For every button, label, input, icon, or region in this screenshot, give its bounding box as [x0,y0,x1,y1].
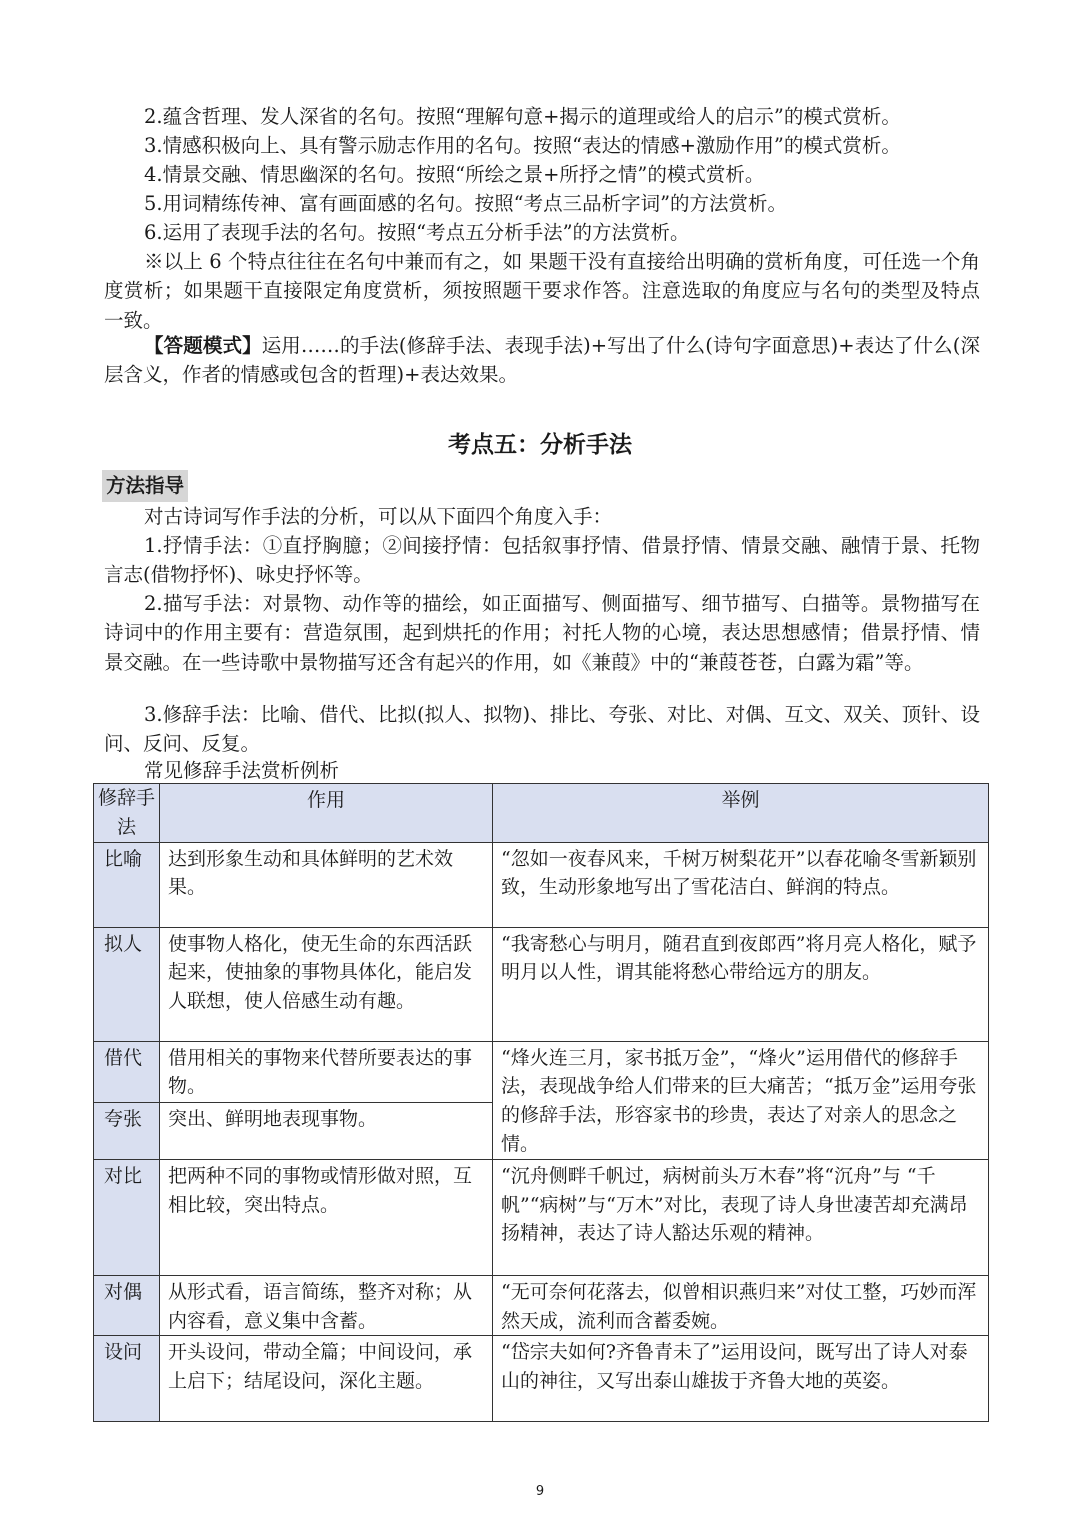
device-effect: 从形式看，语言简练，整齐对称；从内容看，意义集中含蓄。 [160,1275,493,1336]
device-example: “我寄愁心与明月，随君直到夜郎西”将月亮人格化，赋予明月以人性，谓其能将愁心带给远方的朋友。 [493,927,989,1041]
method-intro: 对古诗词写作手法的分析，可以从下面四个角度入手： [144,505,613,528]
device-name: 对偶 [94,1275,160,1336]
table-row [94,1336,989,1422]
device-effect: 使事物人格化，使无生命的东西活跃起来，使抽象的事物具体化，能启发人联想，使人倍感生动有趣。 [160,927,493,1041]
table-row [94,1275,989,1336]
table-row [94,842,989,927]
table-caption: 常见修辞手法赏析例析 [144,759,340,782]
device-name: 夸张 [94,1103,160,1160]
rhetoric-table [93,783,989,1422]
header-effect: 作用 [160,784,493,843]
method-label: 方法指导 [102,470,188,502]
intro-item-3: 3.情感积极向上、具有警示励志作用的名句。按照“表达的情感+激励作用”的模式赏析。 [144,134,901,157]
table-header-row [94,784,989,843]
method-description: 2.描写手法：对景物、动作等的描绘，如正面描写、侧面描写、细节描写、白描等。景物描写在诗词中的作用主要有：营造氛围，起到烘托的作用；衬托人物的心境，表达思想感情；借景抒情、情景交融。在一些诗歌中景物描写还含有起兴的作用，如《兼葭》中的“兼葭苍苍，白露为霜”等。 [104,592,980,674]
device-example: “岱宗夫如何?齐鲁青未了”运用设问，既写出了诗人对泰山的神往，又写出泰山雄拔于齐鲁大地的英姿。 [493,1336,989,1422]
table-row [94,1159,989,1275]
device-example: “忽如一夜春风来，千树万树梨花开”以春花喻冬雪新颖别致，生动形象地写出了雪花洁白、鲜润的特点。 [493,842,989,927]
intro-item-2: 2.蕴含哲理、发人深省的名句。按照“理解句意+揭示的道理或给人的启示”的模式赏析。 [144,105,901,128]
device-effect: 把两种不同的事物或情形做对照，互相比较，突出特点。 [160,1159,493,1275]
device-name: 对比 [94,1159,160,1275]
intro-item-4: 4.情景交融、情思幽深的名句。按照“所绘之景+所抒之情”的模式赏析。 [144,163,765,186]
page-number: 9 [535,1484,545,1499]
device-name: 设问 [94,1336,160,1422]
table-row [94,927,989,1041]
device-name: 比喻 [94,842,160,927]
device-effect: 突出、鲜明地表现事物。 [160,1103,493,1160]
device-effect: 开头设问，带动全篇；中间设问，承上启下；结尾设问，深化主题。 [160,1336,493,1422]
device-name: 借代 [94,1041,160,1102]
device-example: “沉舟侧畔千帆过，病树前头万木春”将“沉舟”与 “千帆”“病树”与“万木”对比，表现了诗人身世凄苦却充满昂扬精神，表达了诗人豁达乐观的精神。 [493,1159,989,1275]
answer-mode-label: 【答题模式】 [144,334,262,357]
answer-mode-text: 运用……的手法(修辞手法、表现手法)+写出了什么(诗句字面意思)+表达了什么(深层含义，作者的情感或包含的哲理)+表达效果。 [104,334,980,387]
note-paragraph: ※以上 6 个特点往往在名句中兼而有之，如 果题干没有直接给出明确的赏析角度，可任选一个角度赏析；如果题干直接限定角度赏析，须按照题干要求作答。注意选取的角度应与名句的类型及特点一致。 [104,250,980,332]
table-row [94,1041,989,1102]
device-effect: 达到形象生动和具体鲜明的艺术效果。 [160,842,493,927]
method-rhetoric: 3.修辞手法：比喻、借代、比拟(拟人、拟物)、排比、夸张、对比、对偶、互文、双关、顶针、设问、反问、反复。 [104,703,980,756]
device-name: 拟人 [94,927,160,1041]
device-effect: 借用相关的事物来代替所要表达的事物。 [160,1041,493,1102]
section-title: 考点五：分析手法 [448,432,632,458]
intro-item-6: 6.运用了表现手法的名句。按照“考点五分析手法”的方法赏析。 [144,221,690,244]
header-example: 举例 [493,784,989,843]
device-example: “无可奈何花落去，似曾相识燕归来”对仗工整，巧妙而浑然天成，流利而含蓄委婉。 [493,1275,989,1336]
method-lyrical: 1.抒情手法：①直抒胸臆；②间接抒情：包括叙事抒情、借景抒情、情景交融、融情于景、托物言志(借物抒怀)、咏史抒怀等。 [104,534,980,587]
device-example: “烽火连三月，家书抵万金”，“烽火”运用借代的修辞手法，表现战争给人们带来的巨大痛苦；“抵万金”运用夸张的修辞手法，形容家书的珍贵，表达了对亲人的思念之情。 [493,1041,989,1159]
header-device: 修辞手法 [94,784,160,843]
intro-item-5: 5.用词精练传神、富有画面感的名句。按照“考点三品析字词”的方法赏析。 [144,192,788,215]
answer-mode-paragraph [104,331,980,390]
